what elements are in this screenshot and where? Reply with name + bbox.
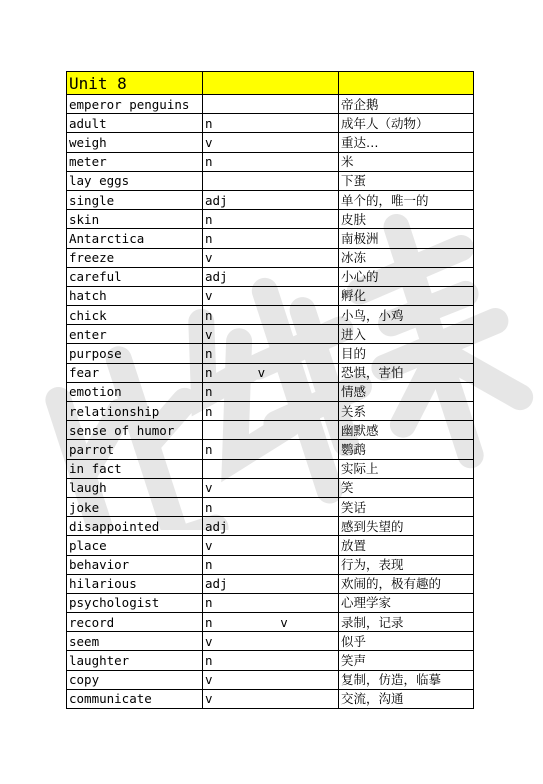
- part-of-speech-cell[interactable]: adj: [203, 574, 339, 593]
- part-of-speech-cell[interactable]: adj: [203, 267, 339, 286]
- meaning-cell[interactable]: 小心的: [339, 267, 474, 286]
- table-row: [67, 536, 474, 555]
- meaning-cell[interactable]: 冰冻: [339, 248, 474, 267]
- part-of-speech-cell[interactable]: v: [203, 478, 339, 497]
- word-cell[interactable]: chick: [67, 306, 203, 325]
- table-row: [67, 286, 474, 305]
- meaning-cell[interactable]: 笑: [339, 478, 474, 497]
- word-cell[interactable]: seem: [67, 632, 203, 651]
- word-cell[interactable]: behavior: [67, 555, 203, 574]
- table-row: [67, 651, 474, 670]
- vocabulary-table-body: [67, 72, 474, 709]
- meaning-cell[interactable]: 目的: [339, 344, 474, 363]
- meaning-cell[interactable]: 复制，仿造，临摹: [339, 670, 474, 689]
- header-cell-3[interactable]: [339, 72, 474, 95]
- table-row: [67, 440, 474, 459]
- word-cell[interactable]: skin: [67, 210, 203, 229]
- table-row: [67, 133, 474, 152]
- meaning-cell[interactable]: 南极洲: [339, 229, 474, 248]
- table-row: [67, 421, 474, 440]
- part-of-speech-cell[interactable]: n: [203, 210, 339, 229]
- header-cell-2[interactable]: [203, 72, 339, 95]
- word-cell[interactable]: hilarious: [67, 574, 203, 593]
- part-of-speech-cell[interactable]: [203, 421, 339, 440]
- table-header-row: [67, 72, 474, 95]
- table-row: [67, 114, 474, 133]
- table-row: [67, 325, 474, 344]
- meaning-cell[interactable]: 似乎: [339, 632, 474, 651]
- word-cell[interactable]: emotion: [67, 382, 203, 401]
- table-row: [67, 190, 474, 209]
- meaning-cell[interactable]: 成年人（动物）: [339, 114, 474, 133]
- part-of-speech-cell[interactable]: n: [203, 651, 339, 670]
- table-row: [67, 402, 474, 421]
- meaning-cell[interactable]: 米: [339, 152, 474, 171]
- word-cell[interactable]: laughter: [67, 651, 203, 670]
- word-cell[interactable]: joke: [67, 497, 203, 516]
- meaning-cell[interactable]: 情感: [339, 382, 474, 401]
- part-of-speech-cell[interactable]: n: [203, 344, 339, 363]
- part-of-speech-cell[interactable]: v: [203, 632, 339, 651]
- word-cell[interactable]: freeze: [67, 248, 203, 267]
- meaning-cell[interactable]: 交流，沟通: [339, 689, 474, 708]
- part-of-speech-cell[interactable]: n: [203, 382, 339, 401]
- part-of-speech-cell[interactable]: v: [203, 248, 339, 267]
- part-of-speech-cell[interactable]: [203, 95, 339, 114]
- meaning-cell[interactable]: 孵化: [339, 286, 474, 305]
- table-row: [67, 248, 474, 267]
- meaning-cell[interactable]: 关系: [339, 402, 474, 421]
- meaning-cell[interactable]: 下蛋: [339, 171, 474, 190]
- meaning-cell[interactable]: 小鸟，小鸡: [339, 306, 474, 325]
- part-of-speech-cell[interactable]: n: [203, 306, 339, 325]
- part-of-speech-cell[interactable]: n v: [203, 613, 339, 632]
- meaning-cell[interactable]: 皮肤: [339, 210, 474, 229]
- word-cell[interactable]: record: [67, 613, 203, 632]
- table-row: [67, 210, 474, 229]
- word-cell[interactable]: parrot: [67, 440, 203, 459]
- word-cell[interactable]: hatch: [67, 286, 203, 305]
- word-cell[interactable]: meter: [67, 152, 203, 171]
- part-of-speech-cell[interactable]: n: [203, 593, 339, 612]
- table-row: [67, 95, 474, 114]
- meaning-cell[interactable]: 心理学家: [339, 593, 474, 612]
- part-of-speech-cell[interactable]: n: [203, 152, 339, 171]
- meaning-cell[interactable]: 重达…: [339, 133, 474, 152]
- table-row: [67, 689, 474, 708]
- table-row: [67, 632, 474, 651]
- table-row: [67, 344, 474, 363]
- meaning-cell[interactable]: 鹦鹉: [339, 440, 474, 459]
- word-cell[interactable]: enter: [67, 325, 203, 344]
- word-cell[interactable]: purpose: [67, 344, 203, 363]
- part-of-speech-cell[interactable]: v: [203, 689, 339, 708]
- part-of-speech-cell[interactable]: n: [203, 114, 339, 133]
- part-of-speech-cell[interactable]: [203, 459, 339, 478]
- meaning-cell[interactable]: 笑话: [339, 497, 474, 516]
- word-cell[interactable]: communicate: [67, 689, 203, 708]
- part-of-speech-cell[interactable]: adj: [203, 190, 339, 209]
- word-cell[interactable]: adult: [67, 114, 203, 133]
- word-cell[interactable]: disappointed: [67, 517, 203, 536]
- meaning-cell[interactable]: 单个的，唯一的: [339, 190, 474, 209]
- meaning-cell[interactable]: 行为，表现: [339, 555, 474, 574]
- part-of-speech-cell[interactable]: n: [203, 229, 339, 248]
- word-cell[interactable]: in fact: [67, 459, 203, 478]
- word-cell[interactable]: lay eggs: [67, 171, 203, 190]
- meaning-cell[interactable]: 帝企鹅: [339, 95, 474, 114]
- word-cell[interactable]: psychologist: [67, 593, 203, 612]
- part-of-speech-cell[interactable]: n: [203, 555, 339, 574]
- vocabulary-table: [66, 71, 474, 709]
- word-cell[interactable]: emperor penguins: [67, 95, 203, 114]
- table-row: [67, 517, 474, 536]
- part-of-speech-cell[interactable]: n: [203, 402, 339, 421]
- table-row: [67, 593, 474, 612]
- part-of-speech-cell[interactable]: v: [203, 325, 339, 344]
- part-of-speech-cell[interactable]: n: [203, 440, 339, 459]
- table-row: [67, 382, 474, 401]
- meaning-cell[interactable]: 进入: [339, 325, 474, 344]
- table-row: [67, 574, 474, 593]
- table-row: [67, 555, 474, 574]
- word-cell[interactable]: sense of humor: [67, 421, 203, 440]
- word-cell[interactable]: Antarctica: [67, 229, 203, 248]
- word-cell[interactable]: weigh: [67, 133, 203, 152]
- part-of-speech-cell[interactable]: adj: [203, 517, 339, 536]
- table-row: [67, 613, 474, 632]
- meaning-cell[interactable]: 笑声: [339, 651, 474, 670]
- table-row: [67, 306, 474, 325]
- meaning-cell[interactable]: 录制，记录: [339, 613, 474, 632]
- part-of-speech-cell[interactable]: v: [203, 536, 339, 555]
- meaning-cell[interactable]: 幽默感: [339, 421, 474, 440]
- meaning-cell[interactable]: 恐惧，害怕: [339, 363, 474, 382]
- word-cell[interactable]: single: [67, 190, 203, 209]
- part-of-speech-cell[interactable]: n: [203, 497, 339, 516]
- meaning-cell[interactable]: 欢闹的，极有趣的: [339, 574, 474, 593]
- part-of-speech-cell[interactable]: v: [203, 286, 339, 305]
- word-cell[interactable]: place: [67, 536, 203, 555]
- word-cell[interactable]: copy: [67, 670, 203, 689]
- table-row: [67, 478, 474, 497]
- part-of-speech-cell[interactable]: n v: [203, 363, 339, 382]
- meaning-cell[interactable]: 放置: [339, 536, 474, 555]
- table-row: [67, 459, 474, 478]
- word-cell[interactable]: relationship: [67, 402, 203, 421]
- word-cell[interactable]: fear: [67, 363, 203, 382]
- word-cell[interactable]: laugh: [67, 478, 203, 497]
- table-row: [67, 670, 474, 689]
- table-row: [67, 363, 474, 382]
- unit-title-cell[interactable]: Unit 8: [67, 72, 203, 95]
- part-of-speech-cell[interactable]: [203, 171, 339, 190]
- meaning-cell[interactable]: 感到失望的: [339, 517, 474, 536]
- meaning-cell[interactable]: 实际上: [339, 459, 474, 478]
- part-of-speech-cell[interactable]: v: [203, 670, 339, 689]
- table-row: [67, 229, 474, 248]
- table-row: [67, 171, 474, 190]
- part-of-speech-cell[interactable]: v: [203, 133, 339, 152]
- table-row: [67, 152, 474, 171]
- table-row: [67, 267, 474, 286]
- word-cell[interactable]: careful: [67, 267, 203, 286]
- table-row: [67, 497, 474, 516]
